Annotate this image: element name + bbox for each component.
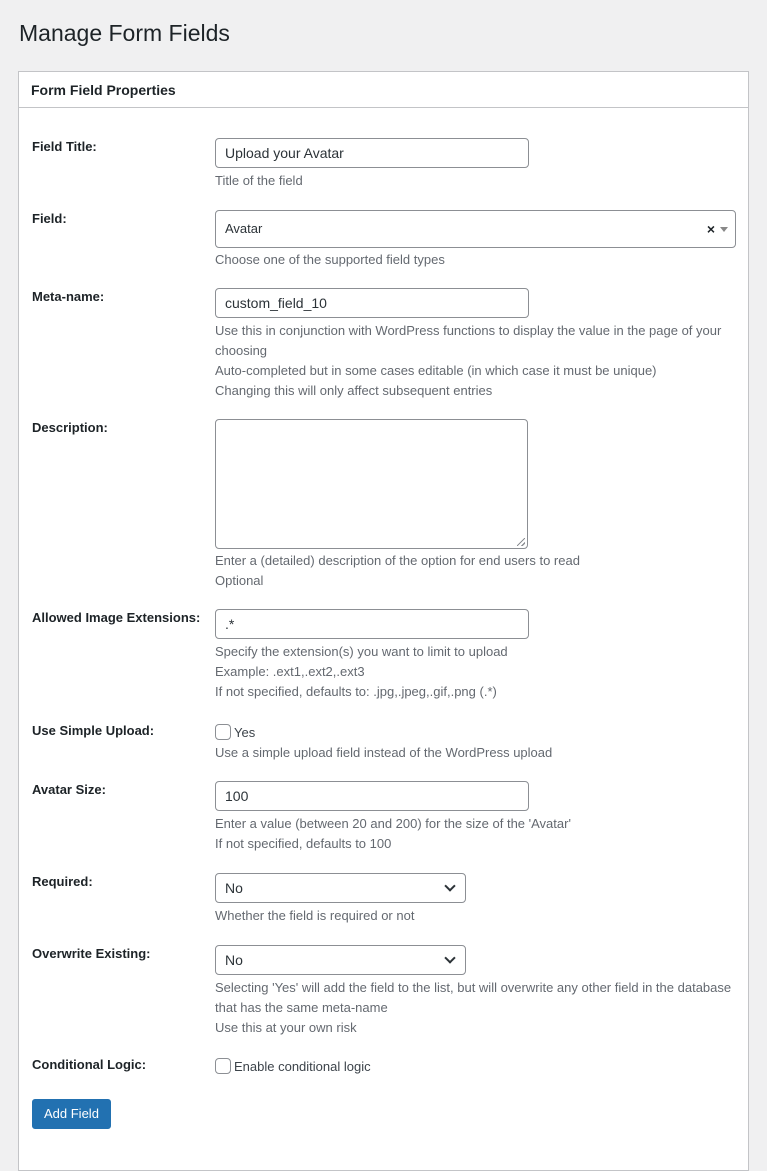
form-field-properties-panel (18, 71, 749, 1171)
conditional-logic-label: Conditional Logic: (32, 1057, 147, 1072)
meta-name-desc-4: Changing this will only affect subsequent entries (215, 383, 493, 398)
clear-selection-icon[interactable]: × (706, 221, 715, 237)
overwrite-existing-select[interactable] (215, 945, 466, 975)
conditional-logic-checkbox[interactable] (215, 1058, 231, 1074)
required-desc: Whether the field is required or not (215, 908, 415, 923)
description-desc-2: Optional (215, 573, 264, 588)
dropdown-arrow-icon (720, 227, 728, 232)
field-type-value: Avatar (225, 221, 263, 236)
field-type-select[interactable] (215, 210, 736, 248)
resize-handle-icon[interactable] (517, 538, 525, 546)
description-desc-1: Enter a (detailed) description of the option for end users to read (215, 553, 580, 568)
avatar-size-input[interactable]: 100 (215, 781, 529, 811)
simple-upload-label: Use Simple Upload: (32, 723, 155, 738)
chevron-down-icon (444, 880, 455, 891)
avatar-size-desc-2: If not specified, defaults to 100 (215, 836, 392, 851)
meta-name-desc-3: Auto-completed but in some cases editable (in which case it must be unique) (215, 363, 657, 378)
allowed-extensions-desc-2: Example: .ext1,.ext2,.ext3 (215, 664, 365, 679)
meta-name-label: Meta-name: (32, 289, 105, 304)
field-title-desc: Title of the field (215, 173, 303, 188)
avatar-size-label: Avatar Size: (32, 782, 106, 797)
overwrite-existing-desc-1: Selecting 'Yes' will add the field to the list, but will overwrite any other field in the database (215, 980, 732, 995)
overwrite-existing-desc-2: that has the same meta-name (215, 1000, 388, 1015)
meta-name-input[interactable]: custom_field_10 (215, 288, 529, 318)
simple-upload-desc: Use a simple upload field instead of the WordPress upload (215, 745, 553, 760)
conditional-logic-checkbox-label[interactable]: Enable conditional logic (234, 1058, 371, 1074)
overwrite-existing-value: No (225, 952, 243, 968)
description-textarea[interactable] (215, 419, 528, 549)
allowed-extensions-input[interactable]: .* (215, 609, 529, 639)
chevron-down-icon (444, 952, 455, 963)
required-label: Required: (32, 874, 93, 889)
meta-name-desc-2: choosing (215, 343, 268, 358)
required-select[interactable] (215, 873, 466, 903)
required-value: No (225, 880, 243, 896)
field-type-label: Field: (32, 211, 67, 226)
simple-upload-checkbox[interactable] (215, 724, 231, 740)
description-label: Description: (32, 420, 108, 435)
avatar-size-desc-1: Enter a value (between 20 and 200) for the size of the 'Avatar' (215, 816, 571, 831)
simple-upload-checkbox-label[interactable]: Yes (234, 724, 256, 740)
overwrite-existing-desc-3: Use this at your own risk (215, 1020, 357, 1035)
allowed-extensions-desc-1: Specify the extension(s) you want to limit to upload (215, 644, 508, 659)
field-title-label: Field Title: (32, 139, 97, 154)
overwrite-existing-label: Overwrite Existing: (32, 946, 151, 961)
field-type-desc: Choose one of the supported field types (215, 252, 445, 267)
allowed-extensions-label: Allowed Image Extensions: (32, 610, 201, 625)
field-title-input[interactable]: Upload your Avatar (215, 138, 529, 168)
conditional-logic-option[interactable] (215, 1056, 736, 1076)
add-field-button[interactable]: Add Field (32, 1099, 111, 1129)
panel-title: Form Field Properties (19, 72, 748, 108)
meta-name-desc-1: Use this in conjunction with WordPress functions to display the value in the page of your (215, 323, 722, 338)
simple-upload-option[interactable] (215, 722, 736, 742)
page-title: Manage Form Fields (19, 20, 230, 46)
allowed-extensions-desc-3: If not specified, defaults to: .jpg,.jpeg,.gif,.png (.*) (215, 684, 497, 699)
